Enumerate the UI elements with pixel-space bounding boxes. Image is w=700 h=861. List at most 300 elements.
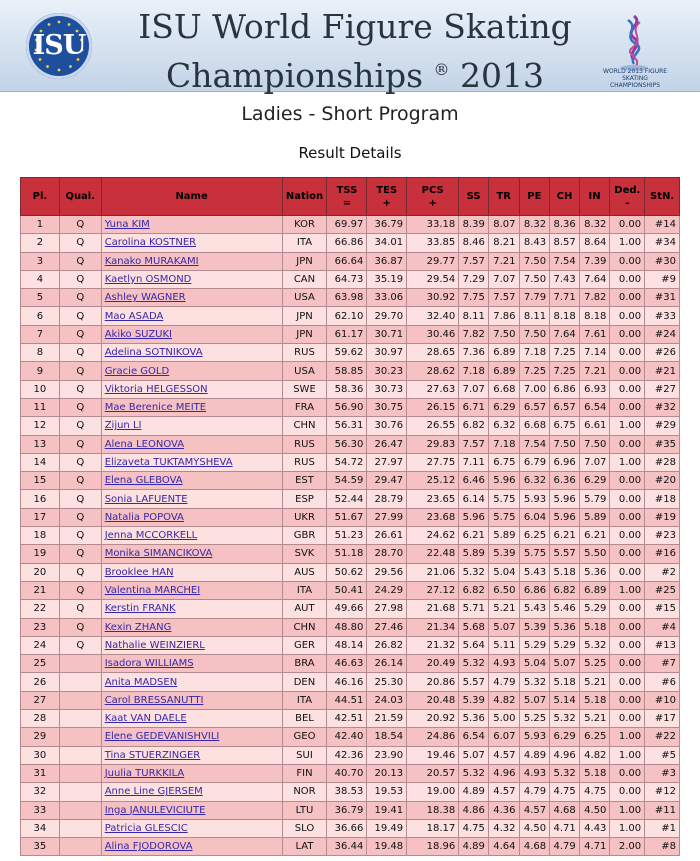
cell-nation: AUS [282,563,327,581]
cell-stn: #21 [645,362,680,380]
cell-ded: 1.00 [610,234,645,252]
cell-tss: 44.51 [327,691,367,709]
cell-stn: #10 [645,691,680,709]
skater-name-link[interactable]: Patricia GLESCIC [104,822,188,834]
cell-ss: 4.86 [459,801,489,819]
cell-pcs: 27.75 [407,453,459,471]
cell-pl: 30 [21,746,60,764]
cell-stn: #19 [645,508,680,526]
cell-ch: 4.79 [550,838,580,856]
cell-name [101,764,282,782]
cell-pe: 5.04 [519,655,550,673]
column-header-qual [59,178,101,216]
column-header-pl [21,178,60,216]
cell-ch: 5.36 [550,618,580,636]
cell-qual [59,746,101,764]
cell-nation: CHN [282,618,327,636]
cell-pl: 26 [21,673,60,691]
cell-nation: BEL [282,710,327,728]
cell-ss: 8.11 [459,307,489,325]
cell-nation: GEO [282,728,327,746]
cell-name [101,838,282,856]
cell-ch: 6.75 [550,417,580,435]
cell-qual: Q [59,508,101,526]
skater-name-link[interactable]: Valentina MARCHEI [104,585,201,597]
table-row [21,289,680,307]
cell-name [101,655,282,673]
skater-name-link[interactable]: Mao ASADA [104,310,164,322]
cell-pcs: 24.86 [407,728,459,746]
column-header-nation [282,178,327,216]
cell-name [101,600,282,618]
cell-pl: 3 [21,252,60,270]
cell-ded: 0.00 [610,307,645,325]
skater-name-link[interactable]: Jenna MCCORKELL [104,530,198,542]
column-header-tr [488,178,519,216]
cell-nation: CHN [282,417,327,435]
cell-tr: 5.21 [488,600,519,618]
cell-ded: 0.00 [610,655,645,673]
cell-in: 5.21 [579,673,610,691]
cell-tss: 58.85 [327,362,367,380]
cell-in: 7.64 [579,270,610,288]
cell-tss: 36.79 [327,801,367,819]
cell-name [101,362,282,380]
cell-qual: Q [59,325,101,343]
cell-ded: 1.00 [610,801,645,819]
cell-ded: 0.00 [610,600,645,618]
skater-name-link[interactable]: Anita MADSEN [104,676,178,688]
skater-name-link[interactable]: Kaetlyn OSMOND [104,274,192,286]
table-row [21,344,680,362]
cell-stn: #15 [645,600,680,618]
cell-tss: 58.36 [327,380,367,398]
skater-name-link[interactable]: Tina STUERZINGER [104,749,201,761]
cell-tr: 4.96 [488,764,519,782]
cell-in: 7.07 [579,453,610,471]
cell-qual: Q [59,216,101,234]
isu-logo[interactable] [26,13,92,79]
cell-in: 7.50 [579,435,610,453]
cell-pcs: 23.65 [407,490,459,508]
cell-stn: #33 [645,307,680,325]
cell-qual: Q [59,417,101,435]
cell-pcs: 21.34 [407,618,459,636]
cell-name [101,508,282,526]
column-header-ded [610,178,645,216]
cell-tes: 19.53 [367,783,407,801]
cell-name [101,417,282,435]
skater-name-link[interactable]: Juulia TURKKILA [104,768,185,780]
cell-pcs: 23.68 [407,508,459,526]
cell-pcs: 20.92 [407,710,459,728]
column-header-ch [550,178,580,216]
table-row [21,398,680,416]
column-header-operator: + [382,197,391,209]
cell-pl: 4 [21,270,60,288]
cell-ss: 6.71 [459,398,489,416]
cell-pe: 7.25 [519,362,550,380]
cell-pl: 33 [21,801,60,819]
column-header-ss [459,178,489,216]
cell-pl: 21 [21,581,60,599]
cell-qual: Q [59,490,101,508]
cell-tss: 59.62 [327,344,367,362]
cell-ss: 5.39 [459,691,489,709]
cell-ded: 0.00 [610,783,645,801]
cell-in: 4.71 [579,838,610,856]
cell-ded: 0.00 [610,691,645,709]
cell-ded: 0.00 [610,252,645,270]
banner-title-line2 [120,49,590,96]
cell-stn: #13 [645,636,680,654]
cell-tes: 30.71 [367,325,407,343]
cell-nation: SLO [282,819,327,837]
cell-tes: 30.76 [367,417,407,435]
table-row [21,380,680,398]
cell-nation: GBR [282,527,327,545]
cell-ded: 0.00 [610,673,645,691]
skater-name-link[interactable]: Carol BRESSANUTTI [104,694,204,706]
cell-pe: 5.25 [519,710,550,728]
cell-stn: #7 [645,655,680,673]
cell-ss: 8.39 [459,216,489,234]
cell-ss: 5.96 [459,508,489,526]
cell-nation: LTU [282,801,327,819]
cell-tss: 36.66 [327,819,367,837]
cell-pcs: 29.83 [407,435,459,453]
cell-qual: Q [59,289,101,307]
cell-nation: CAN [282,270,327,288]
cell-tss: 66.86 [327,234,367,252]
cell-ss: 7.36 [459,344,489,362]
column-header-name [101,178,282,216]
skater-name-link[interactable]: Yuna KIM [104,219,150,231]
cell-ss: 6.82 [459,417,489,435]
cell-ded: 0.00 [610,344,645,362]
table-row [21,618,680,636]
column-header-label: TR [496,191,511,202]
cell-name [101,783,282,801]
column-header-tes [367,178,407,216]
cell-tr: 5.11 [488,636,519,654]
banner-title [120,6,590,96]
banner-title-line1: ISU World Figure Skating [138,7,572,46]
cell-pe: 5.43 [519,600,550,618]
cell-tr: 7.21 [488,252,519,270]
cell-name [101,490,282,508]
cell-qual [59,728,101,746]
cell-tes: 36.79 [367,216,407,234]
skater-name-link[interactable]: Nathalie WEINZIERL [104,639,205,651]
skater-name-link[interactable]: Elizaveta TUKTAMYSHEVA [104,457,233,468]
cell-tes: 24.29 [367,581,407,599]
cell-tss: 56.90 [327,398,367,416]
table-row [21,417,680,435]
cell-pcs: 20.49 [407,655,459,673]
cell-qual: Q [59,545,101,563]
cell-tss: 40.70 [327,764,367,782]
skater-name-link[interactable]: Brooklee HAN [104,566,174,578]
skater-name-link[interactable]: Natalia POPOVA [104,511,184,523]
skater-name-link[interactable]: Isadora WILLIAMS [104,658,194,670]
skater-name-link[interactable]: Elena GLEBOVA [104,475,183,487]
cell-stn: #30 [645,252,680,270]
cell-ss: 7.57 [459,252,489,270]
cell-name [101,801,282,819]
cell-in: 5.18 [579,691,610,709]
cell-pe: 4.89 [519,746,550,764]
cell-in: 7.82 [579,289,610,307]
skater-name-link[interactable]: Mae Berenice MEITE [104,402,207,414]
cell-tes: 26.61 [367,527,407,545]
table-row [21,819,680,837]
cell-pe: 7.50 [519,252,550,270]
cell-in: 8.32 [579,216,610,234]
cell-pl: 6 [21,307,60,325]
cell-tr: 6.89 [488,362,519,380]
cell-tes: 19.48 [367,838,407,856]
skater-name-link[interactable]: Sonia LAFUENTE [104,493,188,505]
cell-qual: Q [59,527,101,545]
cell-in: 7.39 [579,252,610,270]
cell-ch: 5.18 [550,673,580,691]
cell-ded: 1.00 [610,581,645,599]
cell-ss: 5.32 [459,563,489,581]
cell-nation: BRA [282,655,327,673]
cell-qual: Q [59,600,101,618]
table-row [21,655,680,673]
cell-pl: 35 [21,838,60,856]
cell-pcs: 20.86 [407,673,459,691]
cell-stn: #17 [645,710,680,728]
cell-ch: 7.71 [550,289,580,307]
cell-ded: 0.00 [610,618,645,636]
table-row [21,435,680,453]
cell-pl: 27 [21,691,60,709]
cell-in: 6.21 [579,527,610,545]
cell-pcs: 33.85 [407,234,459,252]
skater-name-link[interactable]: Adelina SOTNIKOVA [104,347,203,359]
cell-in: 7.61 [579,325,610,343]
cell-ch: 5.14 [550,691,580,709]
cell-tss: 42.40 [327,728,367,746]
cell-ded: 0.00 [610,710,645,728]
cell-tes: 29.47 [367,472,407,490]
cell-ded: 0.00 [610,764,645,782]
cell-pl: 11 [21,398,60,416]
cell-tes: 36.87 [367,252,407,270]
cell-ss: 7.18 [459,362,489,380]
cell-tss: 50.62 [327,563,367,581]
table-row [21,527,680,545]
cell-pl: 31 [21,764,60,782]
cell-nation: KOR [282,216,327,234]
cell-tes: 30.97 [367,344,407,362]
cell-nation: GER [282,636,327,654]
cell-tes: 27.98 [367,600,407,618]
skater-name-link[interactable]: Anne Line GJERSEM [104,786,203,798]
cell-tr: 4.93 [488,655,519,673]
skater-name-link[interactable]: Inga JANULEVICIUTE [104,804,206,816]
cell-ss: 5.89 [459,545,489,563]
skater-name-link[interactable]: Viktoria HELGESSON [104,383,208,395]
cell-pl: 15 [21,472,60,490]
cell-pcs: 25.12 [407,472,459,490]
isu-logo-text: ISU [32,30,86,61]
table-body [21,216,680,856]
cell-pe: 6.25 [519,527,550,545]
cell-tes: 35.19 [367,270,407,288]
skater-name-link[interactable]: Alina FJODOROVA [104,841,193,853]
cell-name [101,618,282,636]
cell-ss: 7.11 [459,453,489,471]
cell-pcs: 29.54 [407,270,459,288]
cell-tr: 5.07 [488,618,519,636]
skater-name-link[interactable]: Elene GEDEVANISHVILI [104,731,220,743]
skater-name-link[interactable]: Monika SIMANCIKOVA [104,548,213,560]
cell-ss: 7.75 [459,289,489,307]
cell-pe: 5.07 [519,691,550,709]
cell-pe: 7.50 [519,325,550,343]
cell-ded: 0.00 [610,636,645,654]
skater-name-link[interactable]: Kanako MURAKAMI [104,255,199,267]
cell-tes: 26.14 [367,655,407,673]
cell-name [101,453,282,471]
cell-ch: 6.57 [550,398,580,416]
cell-pl: 10 [21,380,60,398]
cell-tr: 6.89 [488,344,519,362]
cell-tss: 51.23 [327,527,367,545]
cell-ss: 5.68 [459,618,489,636]
cell-ch: 5.46 [550,600,580,618]
cell-ss: 5.07 [459,746,489,764]
cell-tes: 18.54 [367,728,407,746]
cell-tr: 6.50 [488,581,519,599]
cell-stn: #31 [645,289,680,307]
cell-pe: 4.50 [519,819,550,837]
cell-tr: 4.57 [488,783,519,801]
event-banner [0,0,700,95]
cell-qual: Q [59,362,101,380]
skater-name-link[interactable]: Zijun LI [104,420,142,432]
cell-ch: 5.07 [550,655,580,673]
cell-name [101,270,282,288]
cell-ded: 0.00 [610,527,645,545]
cell-qual: Q [59,472,101,490]
cell-ch: 5.29 [550,636,580,654]
cell-ch: 5.32 [550,764,580,782]
table-row [21,362,680,380]
skater-name-link[interactable]: Kaat VAN DAELE [104,713,187,725]
cell-pl: 18 [21,527,60,545]
cell-stn: #9 [645,270,680,288]
cell-tss: 61.17 [327,325,367,343]
cell-in: 5.21 [579,710,610,728]
cell-pe: 5.43 [519,563,550,581]
cell-stn: #27 [645,380,680,398]
cell-ss: 7.07 [459,380,489,398]
cell-ch: 6.36 [550,472,580,490]
table-row [21,252,680,270]
cell-qual: Q [59,435,101,453]
skater-name-link[interactable]: Akiko SUZUKI [104,328,172,340]
column-header-label: IN [588,191,601,202]
cell-tr: 5.75 [488,508,519,526]
cell-pe: 6.68 [519,417,550,435]
cell-ded: 0.00 [610,270,645,288]
cell-stn: #34 [645,234,680,252]
table-row [21,783,680,801]
cell-tr: 4.36 [488,801,519,819]
table-row [21,801,680,819]
banner-title-championships: Championships [165,56,424,95]
cell-tes: 33.06 [367,289,407,307]
cell-ded: 1.00 [610,453,645,471]
cell-ss: 5.32 [459,764,489,782]
cell-tss: 46.63 [327,655,367,673]
skater-name-link[interactable]: Kerstin FRANK [104,603,176,615]
cell-pe: 5.93 [519,728,550,746]
cell-qual [59,691,101,709]
skater-name-link[interactable]: Carolina KOSTNER [104,237,197,249]
cell-qual: Q [59,563,101,581]
skater-name-link[interactable]: Kexin ZHANG [104,621,172,633]
cell-in: 5.18 [579,618,610,636]
skater-name-link[interactable]: Ashley WAGNER [104,292,186,304]
cell-pcs: 30.46 [407,325,459,343]
column-header-operator: + [428,197,437,209]
cell-tes: 29.70 [367,307,407,325]
cell-pl: 8 [21,344,60,362]
skater-name-link[interactable]: Gracie GOLD [104,365,170,377]
column-header-label: Ded. [614,184,641,196]
table-header-row [21,178,680,216]
table-row [21,746,680,764]
cell-ch: 7.43 [550,270,580,288]
cell-name [101,527,282,545]
cell-tss: 38.53 [327,783,367,801]
cell-name [101,289,282,307]
cell-nation: SWE [282,380,327,398]
cell-stn: #16 [645,545,680,563]
cell-ch: 7.54 [550,252,580,270]
cell-tr: 4.64 [488,838,519,856]
cell-in: 6.29 [579,472,610,490]
skater-name-link[interactable]: Alena LEONOVA [104,438,185,450]
cell-in: 4.75 [579,783,610,801]
cell-ss: 6.82 [459,581,489,599]
table-row [21,563,680,581]
cell-tes: 28.79 [367,490,407,508]
cell-name [101,435,282,453]
column-header-operator: - [625,197,630,209]
cell-ded: 1.00 [610,417,645,435]
cell-pcs: 20.48 [407,691,459,709]
cell-ss: 5.36 [459,710,489,728]
cell-ss: 4.89 [459,838,489,856]
cell-tr: 7.18 [488,435,519,453]
cell-name [101,710,282,728]
cell-ss: 7.57 [459,435,489,453]
cell-pl: 2 [21,234,60,252]
cell-stn: #23 [645,527,680,545]
cell-tr: 4.82 [488,691,519,709]
cell-stn: #20 [645,472,680,490]
cell-stn: #2 [645,563,680,581]
cell-pcs: 24.62 [407,527,459,545]
cell-ss: 8.46 [459,234,489,252]
